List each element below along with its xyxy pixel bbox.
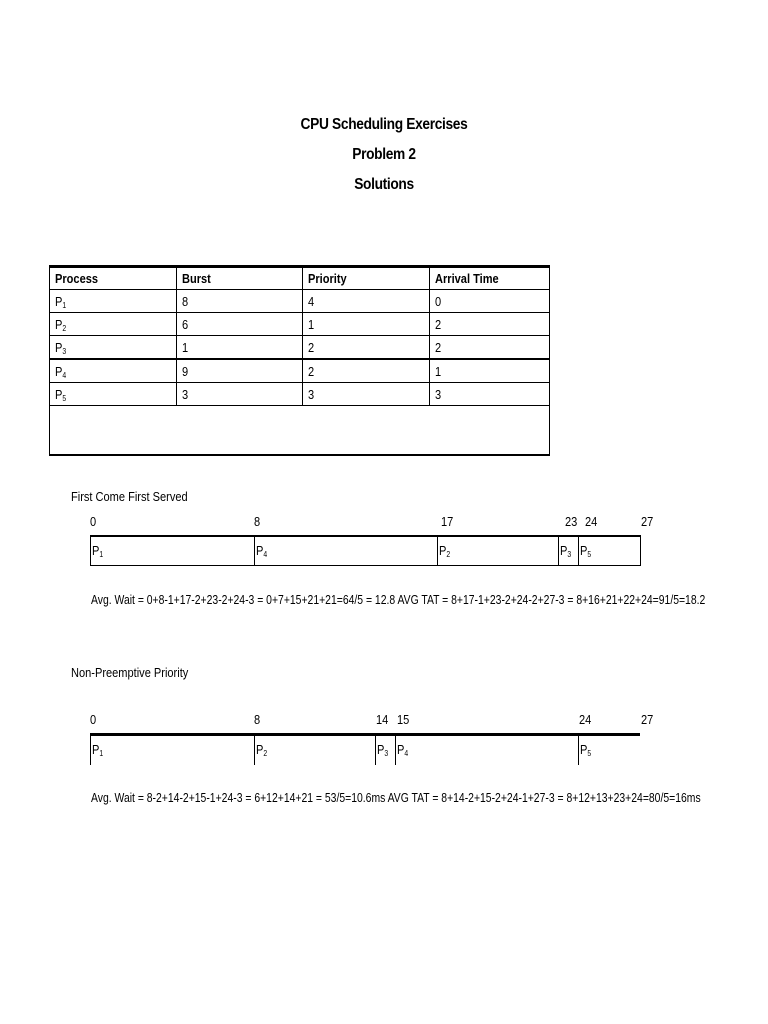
column-header-arrival-time: Arrival Time xyxy=(430,267,550,290)
process-cell: $P_5$ xyxy=(50,383,177,406)
burst-cell: 6 xyxy=(176,313,303,336)
fcfs-tick: 23 xyxy=(565,514,578,529)
arrival-cell: 0 xyxy=(430,290,550,313)
document-title: CPU Scheduling Exercises xyxy=(300,116,468,133)
column-header-priority: Priority xyxy=(303,267,430,290)
gantt-segment: $P_5$ xyxy=(580,742,592,758)
gantt-segment: $P_3$ xyxy=(559,537,579,565)
process-table xyxy=(49,265,550,456)
fcfs-gantt-chart xyxy=(90,535,641,566)
burst-cell: 1 xyxy=(176,336,303,360)
gantt-segment: $P_1$ xyxy=(91,736,255,765)
process-cell: $P_3$ xyxy=(50,336,177,360)
arrival-cell: 3 xyxy=(430,383,550,406)
process-cell: $P_2$ xyxy=(50,313,177,336)
arrival-cell: 1 xyxy=(430,359,550,383)
table-row xyxy=(50,313,550,336)
npp-tick: 14 xyxy=(376,712,389,727)
npp-label: Non-Preemptive Priority xyxy=(71,665,189,680)
burst-cell: 9 xyxy=(176,359,303,383)
npp-tick: 8 xyxy=(254,712,261,727)
burst-cell: 8 xyxy=(176,290,303,313)
npp-formula: Avg. Wait = 8-2+14-2+15-1+24-3 = 6+12+14+21 = 53/5=10.6ms AVG TAT = 8+14-2+15-2+24-1+27-3 = 8+12+13+23+24=80/5=16ms xyxy=(91,790,701,805)
fcfs-tick: 17 xyxy=(441,514,454,529)
table-row xyxy=(50,290,550,313)
table-row xyxy=(50,359,550,383)
title-block xyxy=(54,110,714,200)
process-cell: $P_4$ xyxy=(50,359,177,383)
problem-heading: Problem 2 xyxy=(352,146,416,163)
fcfs-label: First Come First Served xyxy=(71,489,188,504)
fcfs-formula: Avg. Wait = 0+8-1+17-2+23-2+24-3 = 0+7+15+21+21=64/5 = 12.8 AVG TAT = 8+17-1+23-2+24-2+27-3 = 8+16+21+22+24=91/5=18.2 xyxy=(91,592,706,607)
priority-cell: 4 xyxy=(303,290,430,313)
table-row xyxy=(50,336,550,360)
npp-tick: 15 xyxy=(397,712,410,727)
solutions-heading: Solutions xyxy=(354,176,414,193)
column-header-burst: Burst xyxy=(176,267,303,290)
priority-cell: 2 xyxy=(303,336,430,360)
gantt-segment: $P_3$ xyxy=(376,736,396,765)
npp-tick: 0 xyxy=(90,712,97,727)
gantt-segment: $P_4$ xyxy=(255,537,438,565)
fcfs-tick: 24 xyxy=(585,514,598,529)
gantt-segment: $P_5$ xyxy=(580,543,592,559)
arrival-cell: 2 xyxy=(430,336,550,360)
burst-cell: 3 xyxy=(176,383,303,406)
npp-gantt-chart xyxy=(90,733,640,765)
empty-cell xyxy=(50,406,550,456)
gantt-segment: $P_2$ xyxy=(255,736,376,765)
priority-cell: 3 xyxy=(303,383,430,406)
npp-tick: 27 xyxy=(641,712,654,727)
table-header-row xyxy=(50,267,550,290)
gantt-segment: $P_2$ xyxy=(438,537,559,565)
arrival-cell: 2 xyxy=(430,313,550,336)
process-cell: $P_1$ xyxy=(50,290,177,313)
npp-tick: 24 xyxy=(579,712,592,727)
priority-cell: 2 xyxy=(303,359,430,383)
gantt-segment: $P_4$ xyxy=(396,736,579,765)
fcfs-tick: 27 xyxy=(641,514,654,529)
column-header-process: Process xyxy=(50,267,177,290)
fcfs-tick: 0 xyxy=(90,514,97,529)
fcfs-tick: 8 xyxy=(254,514,261,529)
priority-cell: 1 xyxy=(303,313,430,336)
gantt-segment: $P_1$ xyxy=(91,537,255,565)
table-empty-row xyxy=(50,406,550,456)
table-row xyxy=(50,383,550,406)
